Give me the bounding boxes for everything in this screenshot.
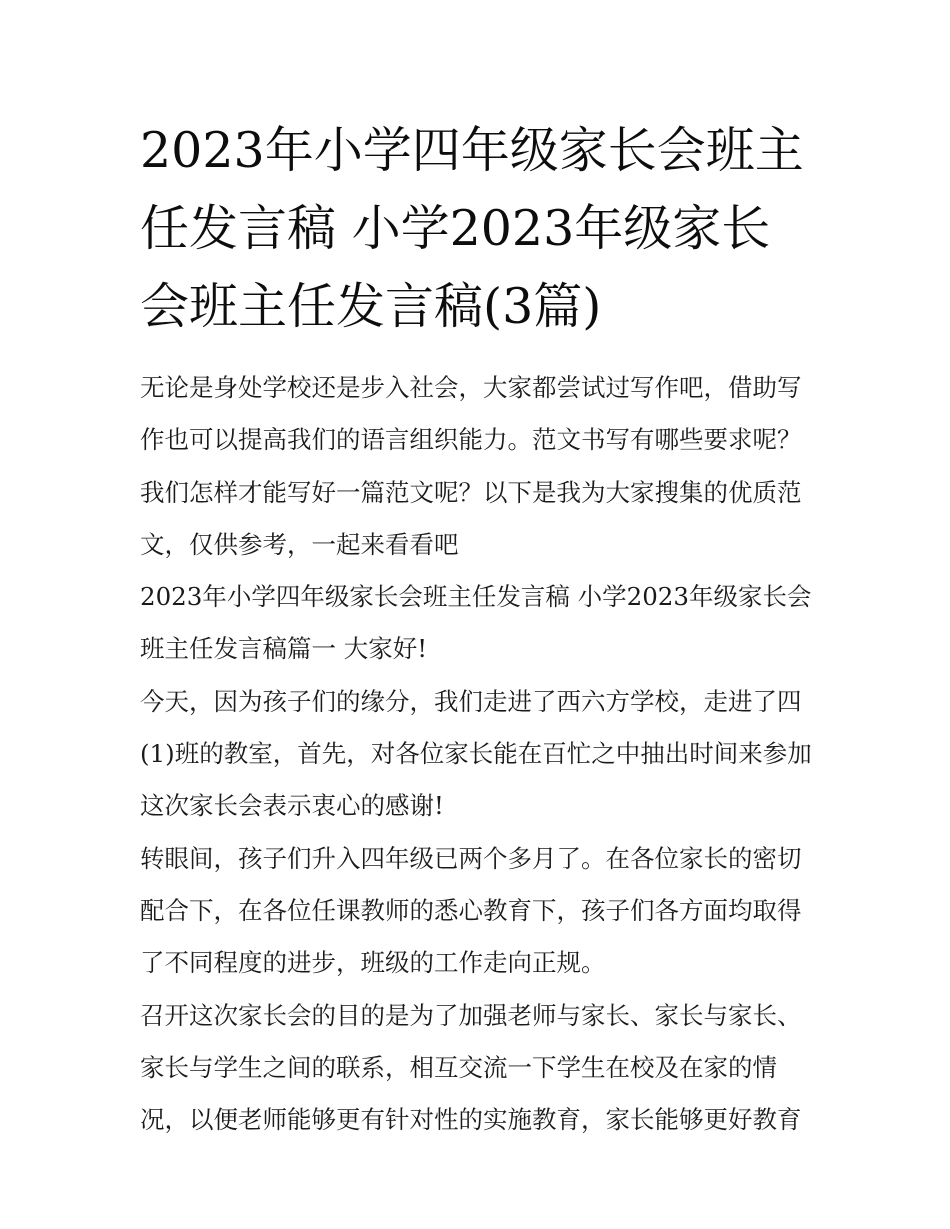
paragraph-heading: 2023年小学四年级家长会班主任发言稿 小学2023年级家长会班主任发言稿篇一 大家好!: [140, 582, 812, 664]
document-body: [140, 112, 815, 1146]
paragraph: 今天，因为孩子们的缘分，我们走进了西六方学校，走进了四(1)班的教室，首先，对各位家长能在百忙之中抽出时间来参加这次家长会表示衷心的感谢!: [140, 686, 812, 821]
intro-paragraph: 无论是身处学校还是步入社会，大家都尝试过写作吧，借助写作也可以提高我们的语言组织能力。范文书写有哪些要求呢？我们怎样才能写好一篇范文呢？以下是我为大家搜集的优质范文，仅供参考，一起来看看吧: [140, 373, 802, 559]
paragraph: 转眼间，孩子们升入四年级已两个多月了。在各位家长的密切配合下，在各位任课教师的悉心教育下，孩子们各方面均取得了不同程度的进步，班级的工作走向正规。: [140, 843, 802, 978]
paragraph: 召开这次家长会的目的是为了加强老师与家长、家长与家长、家长与学生之间的联系，相互交流一下学生在校及在家的情况，以便老师能够更有针对性的实施教育，家长能够更好教育: [140, 1000, 802, 1135]
document-title: 2023年小学四年级家长会班主任发言稿 小学2023年级家长会班主任发言稿(3篇): [140, 122, 804, 335]
